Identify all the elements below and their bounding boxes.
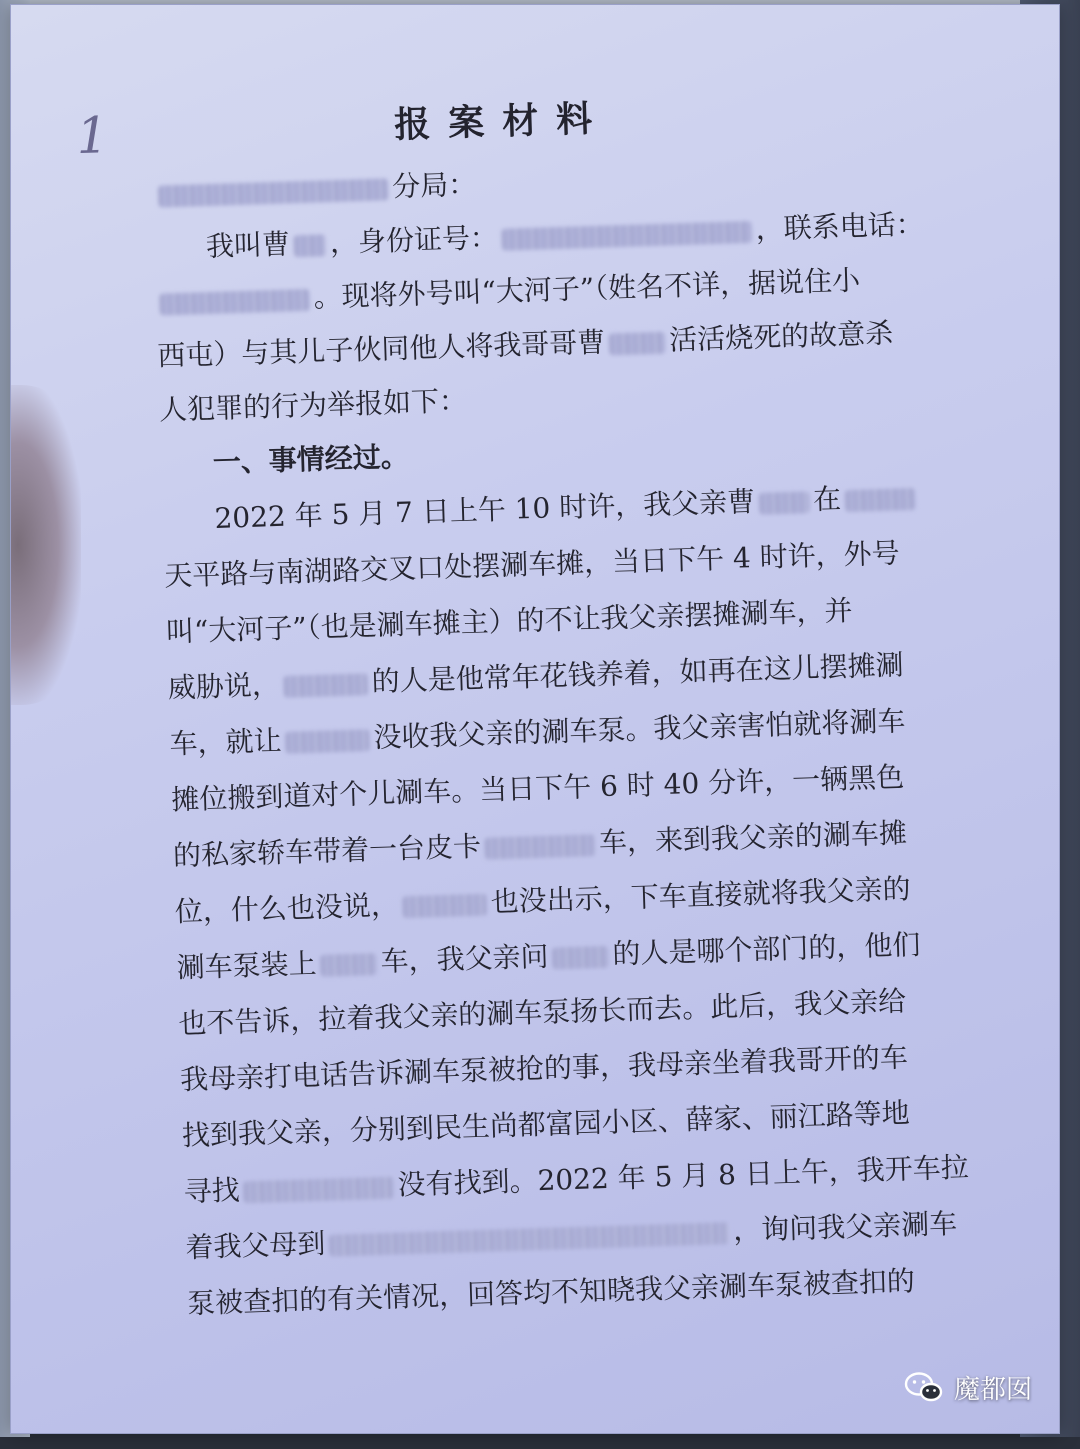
text-line: 车，就让 没收我父亲的涮车泵。我父亲害怕就将涮车 bbox=[169, 704, 906, 761]
section-heading: 一、事情经过。 bbox=[212, 439, 410, 479]
text-line: 威胁说， 的人是他常年花钱养着，如再在这儿摆摊涮 bbox=[167, 648, 905, 705]
redacted-text bbox=[329, 1222, 729, 1257]
text-line: 涮车泵装上 车，我父亲问 的人是哪个部门的，他们 bbox=[176, 928, 921, 985]
text-line: 泵被查扣的有关情况，回答均不知晓我父亲涮车泵被查扣的 bbox=[186, 1264, 916, 1321]
text-line: 2022 年 5 月 7 日上午 10 时许，我父亲曹 在 bbox=[214, 477, 920, 539]
redacted-text bbox=[159, 288, 310, 315]
redacted-text bbox=[284, 673, 369, 698]
redacted-text bbox=[243, 1176, 394, 1203]
watermark bbox=[904, 1367, 1032, 1407]
text-line: 也不告诉，拉着我父亲的涮车泵扬长而去。此后，我父亲给 bbox=[177, 984, 907, 1041]
text-line: 摊位搬到道对个儿涮车。当日下午 6 时 40 分许，一辆黑色 bbox=[170, 760, 905, 817]
text-line: 叫“大河子”（也是涮车摊主）的不让我父亲摆摊涮车，并 bbox=[165, 593, 853, 649]
handwritten-mark: 1 bbox=[75, 106, 110, 166]
text-line: 我母亲打电话告诉涮车泵被抢的事，我母亲坐着我哥开的车 bbox=[179, 1040, 909, 1097]
redacted-text bbox=[403, 893, 488, 918]
text-line: 分局： bbox=[154, 165, 477, 215]
redacted-text bbox=[552, 945, 609, 969]
text-line: 天平路与南湖路交叉口处摆涮车摊，当日下午 4 时许，外号 bbox=[163, 536, 901, 593]
text-line: 着我父母到 ，询问我父亲涮车 bbox=[184, 1206, 958, 1265]
redacted-text bbox=[759, 491, 810, 515]
text-line: 的私家轿车带着一台皮卡 车，来到我父亲的涮车摊 bbox=[172, 816, 908, 873]
text-line: 西屯）与其儿子伙同他人将我哥哥曹 活活烧死的故意杀 bbox=[156, 316, 894, 373]
redacted-text bbox=[845, 487, 916, 511]
text-line: 我叫曹 ，身份证号： ，联系电话： bbox=[205, 207, 925, 264]
document-title: 报案材料 bbox=[393, 97, 611, 147]
redacted-text bbox=[294, 234, 327, 257]
redacted-text bbox=[320, 953, 377, 977]
document-paper bbox=[10, 4, 1060, 1434]
text-line: 寻找 没有找到。2022 年 5 月 8 日上午，我开车拉 bbox=[183, 1150, 970, 1209]
watermark-text: 魔都囡 bbox=[953, 1374, 1032, 1405]
redacted-text bbox=[485, 834, 596, 859]
text-line: 。现将外号叫“大河子”（姓名不详，据说住小 bbox=[155, 261, 861, 323]
text-line: 位，什么也没说， 也没出示，下车直接就将我父亲的 bbox=[174, 872, 912, 929]
text-line: 人犯罪的行为举报如下： bbox=[158, 383, 468, 427]
redacted-text bbox=[609, 331, 666, 355]
redacted-text bbox=[502, 220, 753, 250]
redacted-text bbox=[285, 729, 370, 754]
thumb bbox=[11, 385, 81, 705]
text-line: 找到我父亲，分别到民生尚都富园小区、薛家、丽江路等地 bbox=[181, 1096, 911, 1153]
redacted-text bbox=[158, 178, 389, 207]
wechat-icon bbox=[904, 1371, 944, 1403]
